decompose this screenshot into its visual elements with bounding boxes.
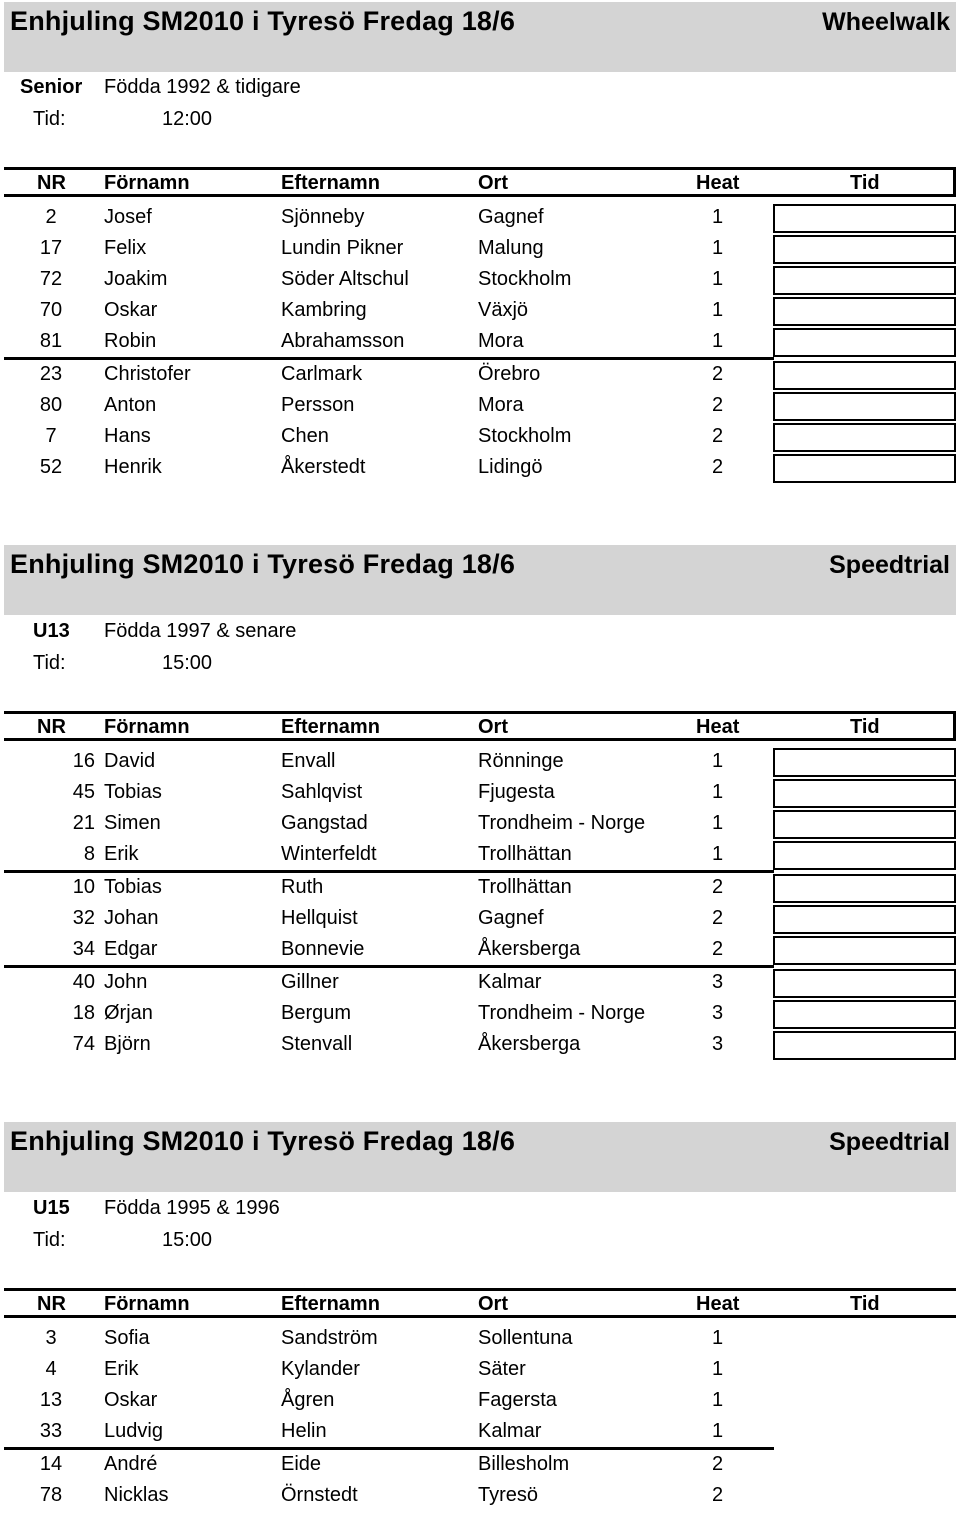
first-name: John [104,971,148,993]
city: Kalmar [478,971,542,993]
nr: 52 [39,456,63,478]
last-name: Sjönneby [281,206,365,228]
event-title: Enhjuling SM2010 i Tyresö Fredag 18/6 [10,6,516,36]
section-banner [4,2,956,72]
nr: 23 [39,363,63,385]
city: Kalmar [478,1420,542,1442]
table-row [0,422,960,453]
nr: 2 [45,206,57,228]
category-code: U13 [33,620,70,642]
heat: 1 [712,330,724,352]
first-name: Ludvig [104,1420,163,1442]
city: Stockholm [478,425,572,447]
table-header [4,167,956,197]
heat: 2 [712,907,724,929]
heat: 1 [712,750,724,772]
city: Trondheim - Norge [478,812,646,834]
first-name: Björn [104,1033,151,1055]
heat: 3 [712,1002,724,1024]
table-row [0,265,960,296]
nr: 10 [72,876,95,898]
city: Mora [478,330,524,352]
table-row [0,1417,960,1448]
first-name: Tobias [104,876,162,898]
time-entry-box[interactable] [773,328,956,357]
nr: 32 [72,907,95,929]
city: Gagnef [478,206,544,228]
nr: 17 [39,237,63,259]
first-name: Oskar [104,299,158,321]
col-ort: Ort [478,716,508,738]
city: Sollentuna [478,1327,573,1349]
heat: 2 [712,1453,724,1475]
heat: 3 [712,971,724,993]
table-row [0,234,960,265]
first-name: Oskar [104,1389,158,1411]
first-name: Johan [104,907,159,929]
discipline-name: Speedtrial [829,1128,950,1156]
city: Stockholm [478,268,572,290]
time-entry-box[interactable] [773,905,956,934]
heat: 1 [712,781,724,803]
last-name: Bonnevie [281,938,365,960]
city: Billesholm [478,1453,570,1475]
last-name: Helin [281,1420,327,1442]
nr: 45 [72,781,95,803]
city: Åkersberga [478,1033,581,1055]
city: Mora [478,394,524,416]
nr: 72 [39,268,63,290]
first-name: Simen [104,812,161,834]
col-nr: NR [37,172,66,194]
col-tid: Tid [850,1293,880,1315]
last-name: Eide [281,1453,322,1475]
time-entry-box[interactable] [773,454,956,483]
city: Trondheim - Norge [478,1002,646,1024]
heat: 3 [712,1033,724,1055]
last-name: Åkerstedt [281,456,366,478]
time-entry-box[interactable] [773,841,956,870]
table-row [0,327,960,358]
first-name: Nicklas [104,1484,169,1506]
table-row [0,1450,960,1481]
table-row [0,1324,960,1355]
nr: 40 [72,971,95,993]
last-name: Bergum [281,1002,352,1024]
nr: 70 [39,299,63,321]
col-ort: Ort [478,172,508,194]
city: Tyresö [478,1484,539,1506]
last-name: Persson [281,394,355,416]
first-name: David [104,750,156,772]
time-entry-box[interactable] [773,235,956,264]
time-entry-box[interactable] [773,297,956,326]
last-name: Örnstedt [281,1484,358,1506]
last-name: Ruth [281,876,324,898]
first-name: Sofia [104,1327,150,1349]
last-name: Ågren [281,1389,335,1411]
first-name: Ørjan [104,1002,153,1024]
heat: 1 [712,299,724,321]
nr: 3 [45,1327,57,1349]
discipline-name: Speedtrial [829,551,950,579]
col-fornamn: Förnamn [104,172,190,194]
first-name: Felix [104,237,147,259]
table-row [0,453,960,484]
table-header [4,711,956,741]
table-row [0,1030,960,1061]
first-name: André [104,1453,158,1475]
start-time-label: Tid: [33,1229,66,1251]
table-row [0,778,960,809]
nr: 4 [45,1358,57,1380]
table-row [0,968,960,999]
heat: 2 [712,456,724,478]
city: Malung [478,237,544,259]
heat: 1 [712,1389,724,1411]
category-code: Senior [20,76,83,98]
table-row [0,1355,960,1386]
city: Trollhättan [478,876,572,898]
first-name: Edgar [104,938,158,960]
table-row [0,747,960,778]
first-name: Erik [104,1358,139,1380]
last-name: Gangstad [281,812,368,834]
table-row [0,391,960,422]
nr: 33 [39,1420,63,1442]
col-heat: Heat [696,716,740,738]
table-row [0,840,960,871]
time-entry-box[interactable] [773,810,956,839]
start-time: 15:00 [162,1229,213,1251]
time-entry-box[interactable] [773,361,956,390]
time-entry-box[interactable] [773,874,956,903]
last-name: Söder Altschul [281,268,409,290]
col-nr: NR [37,1293,66,1315]
col-heat: Heat [696,172,740,194]
table-row [0,999,960,1030]
heat: 1 [712,1358,724,1380]
time-entry-box[interactable] [773,266,956,295]
city: Gagnef [478,907,544,929]
col-efternamn: Efternamn [281,1293,380,1315]
discipline-name: Wheelwalk [822,8,950,36]
time-entry-box[interactable] [773,1031,956,1060]
heat: 1 [712,268,724,290]
last-name: Gillner [281,971,339,993]
nr: 8 [83,843,95,865]
start-time: 15:00 [162,652,213,674]
last-name: Kylander [281,1358,360,1380]
city: Åkersberga [478,938,581,960]
col-efternamn: Efternamn [281,172,380,194]
table-row [0,935,960,966]
event-title: Enhjuling SM2010 i Tyresö Fredag 18/6 [10,1126,516,1156]
last-name: Stenvall [281,1033,353,1055]
col-fornamn: Förnamn [104,716,190,738]
category-birth-years: Födda 1995 & 1996 [104,1197,280,1219]
heat: 2 [712,938,724,960]
nr: 16 [72,750,95,772]
last-name: Hellquist [281,907,358,929]
table-row [0,1386,960,1417]
col-efternamn: Efternamn [281,716,380,738]
last-name: Chen [281,425,329,447]
last-name: Lundin Pikner [281,237,404,259]
last-name: Envall [281,750,336,772]
first-name: Joakim [104,268,168,290]
nr: 81 [39,330,63,352]
heat: 1 [712,1327,724,1349]
nr: 7 [45,425,57,447]
section-banner [4,545,956,615]
col-nr: NR [37,716,66,738]
last-name: Abrahamsson [281,330,405,352]
start-time: 12:00 [162,108,213,130]
city: Trollhättan [478,843,572,865]
nr: 78 [39,1484,63,1506]
first-name: Tobias [104,781,162,803]
heat: 1 [712,206,724,228]
heat: 1 [712,237,724,259]
col-ort: Ort [478,1293,508,1315]
heat: 1 [712,812,724,834]
time-entry-box[interactable] [773,969,956,998]
category-birth-years: Födda 1997 & senare [104,620,297,642]
heat: 2 [712,876,724,898]
table-row [0,873,960,904]
col-tid: Tid [850,172,880,194]
first-name: Robin [104,330,157,352]
heat: 2 [712,425,724,447]
nr: 34 [72,938,95,960]
city: Fjugesta [478,781,555,803]
last-name: Sahlqvist [281,781,363,803]
last-name: Winterfeldt [281,843,377,865]
section-banner [4,1122,956,1192]
table-row [0,904,960,935]
first-name: Erik [104,843,139,865]
city: Växjö [478,299,529,321]
nr: 18 [72,1002,95,1024]
city: Säter [478,1358,526,1380]
first-name: Christofer [104,363,191,385]
heat: 2 [712,363,724,385]
time-entry-box[interactable] [773,748,956,777]
first-name: Henrik [104,456,162,478]
table-row [0,296,960,327]
first-name: Hans [104,425,151,447]
first-name: Anton [104,394,157,416]
start-time-label: Tid: [33,108,66,130]
nr: 74 [72,1033,95,1055]
time-entry-box[interactable] [773,1000,956,1029]
last-name: Kambring [281,299,367,321]
category-birth-years: Födda 1992 & tidigare [104,76,301,98]
col-tid: Tid [850,716,880,738]
time-entry-box[interactable] [773,779,956,808]
nr: 13 [39,1389,63,1411]
event-title: Enhjuling SM2010 i Tyresö Fredag 18/6 [10,549,516,579]
city: Lidingö [478,456,543,478]
table-row [0,809,960,840]
col-heat: Heat [696,1293,740,1315]
table-header [4,1288,956,1318]
city: Fagersta [478,1389,557,1411]
last-name: Carlmark [281,363,363,385]
table-row [0,1481,960,1512]
nr: 21 [72,812,95,834]
first-name: Josef [104,206,152,228]
last-name: Sandström [281,1327,378,1349]
col-fornamn: Förnamn [104,1293,190,1315]
time-entry-box[interactable] [773,204,956,233]
nr: 80 [39,394,63,416]
time-entry-box[interactable] [773,392,956,421]
table-row [0,360,960,391]
nr: 14 [39,1453,63,1475]
heat: 1 [712,1420,724,1442]
table-row [0,203,960,234]
city: Örebro [478,363,541,385]
category-code: U15 [33,1197,70,1219]
start-time-label: Tid: [33,652,66,674]
heat: 1 [712,843,724,865]
heat: 2 [712,394,724,416]
time-entry-box[interactable] [773,936,956,965]
city: Rönninge [478,750,564,772]
time-entry-box[interactable] [773,423,956,452]
heat: 2 [712,1484,724,1506]
